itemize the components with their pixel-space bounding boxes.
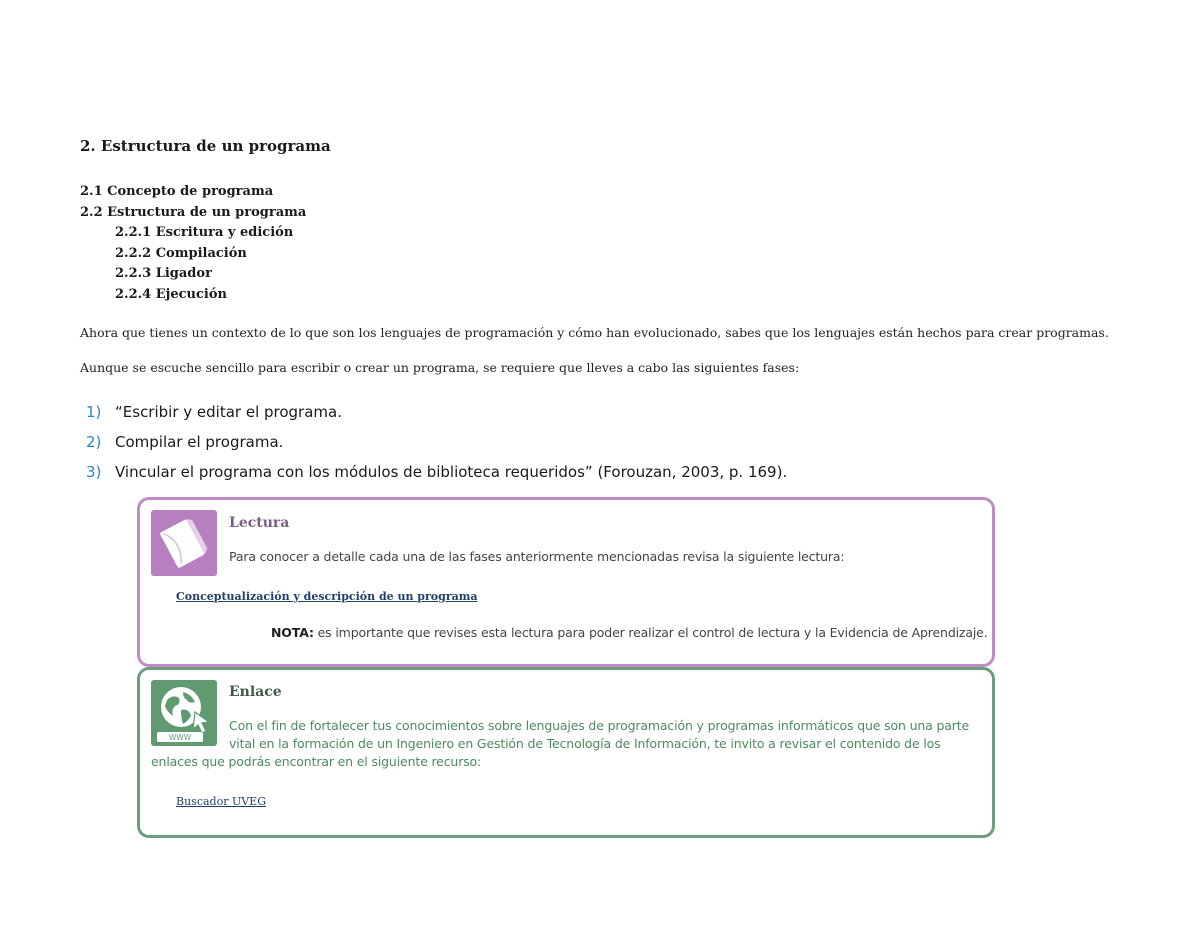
lectura-heading: Lectura bbox=[229, 515, 290, 531]
phase-text: Vincular el programa con los módulos de biblioteca requeridos” (Forouzan, 2003, p. 169). bbox=[115, 463, 788, 481]
www-label: WWW bbox=[168, 733, 192, 742]
toc-item-estructura: 2.2 Estructura de un programa bbox=[80, 204, 307, 220]
nota-line bbox=[271, 625, 988, 640]
phases-list bbox=[86, 397, 787, 487]
phases-intro-paragraph: Aunque se escuche sencillo para escribir o crear un programa, se requiere que lleves a cabo las siguientes fases: bbox=[80, 360, 800, 375]
phase-number: 3) bbox=[86, 463, 102, 481]
lectura-box bbox=[137, 497, 995, 667]
list-item bbox=[86, 397, 787, 427]
list-item bbox=[86, 457, 787, 487]
intro-paragraph: Ahora que tienes un contexto de lo que son los lenguajes de programación y cómo han evolucionado, sabes que los lenguajes están hechos para crear programas. bbox=[80, 325, 1109, 340]
toc-item-escritura: 2.2.1 Escritura y edición bbox=[115, 225, 294, 241]
nota-label: NOTA: bbox=[271, 625, 314, 640]
document-icon bbox=[151, 510, 217, 576]
phase-number: 1) bbox=[86, 403, 102, 421]
enlace-description bbox=[151, 717, 986, 771]
toc-item-ejecucion: 2.2.4 Ejecución bbox=[115, 286, 227, 302]
toc-item-compilacion: 2.2.2 Compilación bbox=[115, 245, 247, 261]
nota-text: es importante que revises esta lectura para poder realizar el control de lectura y la Evidencia de Aprendizaje. bbox=[313, 625, 988, 640]
enlace-description-line: enlaces que podrás encontrar en el siguiente recurso: bbox=[151, 754, 482, 769]
buscador-uveg-link[interactable]: Buscador UVEG bbox=[176, 795, 266, 808]
lectura-description: Para conocer a detalle cada una de las fases anteriormente mencionadas revisa la siguiente lectura: bbox=[229, 549, 845, 564]
phase-text: Compilar el programa. bbox=[115, 433, 284, 451]
phase-text: “Escribir y editar el programa. bbox=[115, 403, 342, 421]
lectura-link[interactable]: Conceptualización y descripción de un programa bbox=[176, 590, 478, 603]
toc-item-concepto: 2.1 Concepto de programa bbox=[80, 184, 274, 199]
enlace-description-line: Con el fin de fortalecer tus conocimientos sobre lenguajes de programación y programas informáticos que son una parte bbox=[229, 718, 970, 733]
enlace-box bbox=[137, 667, 995, 838]
enlace-description-line: vital en la formación de un Ingeniero en Gestión de Tecnología de Información, te invito a revisar el contenido de los bbox=[229, 736, 941, 751]
list-item bbox=[86, 427, 787, 457]
page-title: 2. Estructura de un programa bbox=[80, 137, 331, 155]
enlace-heading: Enlace bbox=[229, 684, 282, 700]
table-of-contents bbox=[80, 182, 306, 306]
phase-number: 2) bbox=[86, 433, 102, 451]
toc-item-ligador: 2.2.3 Ligador bbox=[115, 266, 212, 282]
